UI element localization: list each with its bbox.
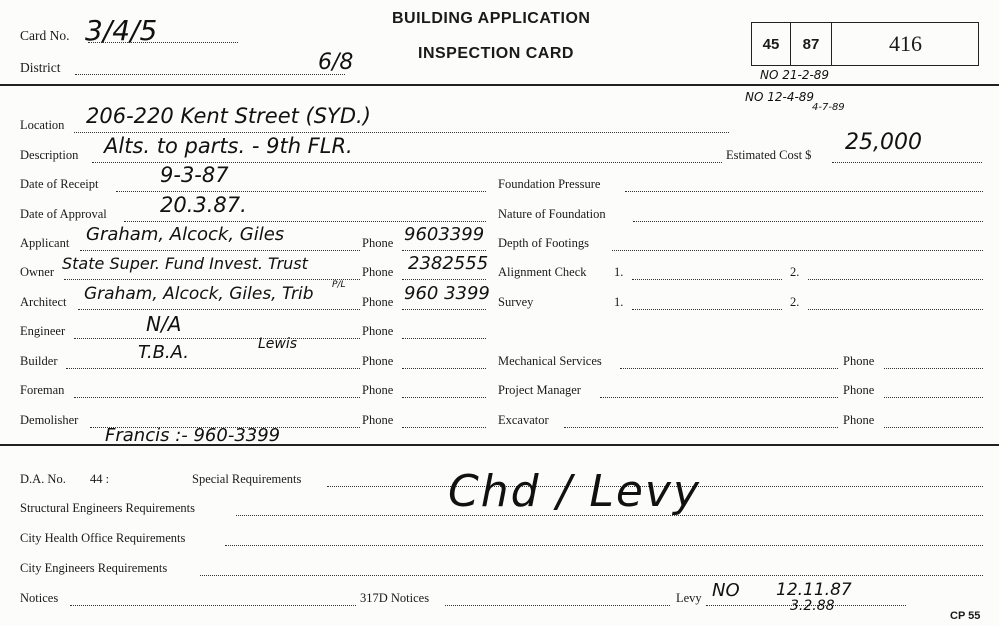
nature-of-foundation-label: Nature of Foundation [498, 207, 606, 221]
header-note-3: 4-7-89 [812, 102, 845, 113]
architect-phone-value: 960 3399 [404, 283, 490, 304]
notices-317d-label: 317D Notices [360, 591, 430, 605]
notices-label: Notices [20, 591, 59, 605]
date-of-approval-label: Date of Approval [20, 207, 107, 221]
structural-requirements-label: Structural Engineers Requirements [20, 501, 195, 515]
description-label: Description [20, 148, 79, 162]
estimated-cost-value: 25,000 [845, 130, 922, 155]
date-of-receipt-label: Date of Receipt [20, 177, 99, 191]
card-no-value: 3/4/5 [85, 14, 158, 47]
box-cell-2: 87 [791, 23, 832, 65]
depth-of-footings-label: Depth of Footings [498, 236, 589, 250]
demolisher-label: Demolisher [20, 413, 79, 427]
district-value: 6/8 [318, 50, 354, 75]
divider-top [0, 84, 999, 86]
applicant-phone-value: 9603399 [404, 224, 485, 245]
box-cell-1: 45 [752, 23, 791, 65]
survey-label: Survey [498, 295, 534, 309]
location-value: 206-220 Kent Street (SYD.) [86, 104, 371, 128]
header-note-1: NO 21-2-89 [760, 68, 830, 82]
engineer-value: N/A [146, 312, 182, 336]
survey-num2: 2. [790, 295, 800, 309]
survey-num1: 1. [614, 295, 624, 309]
estimated-cost-label: Estimated Cost $ [726, 148, 812, 162]
title-line1: BUILDING APPLICATION [392, 10, 591, 27]
date-of-approval-value: 20.3.87. [160, 193, 247, 217]
builder-label: Builder [20, 354, 58, 368]
owner-phone-value: 2382555 [408, 253, 489, 274]
levy-value: NO [712, 580, 740, 601]
applicant-value: Graham, Alcock, Giles [86, 224, 285, 245]
card-number-box [751, 22, 979, 66]
foreman-label: Foreman [20, 383, 65, 397]
location-label: Location [20, 118, 65, 132]
header-note-2: NO 12-4-89 [745, 90, 815, 104]
builder-note: Lewis [258, 336, 298, 352]
signature: Chd / Levy [448, 466, 701, 517]
date-of-receipt-value: 9-3-87 [160, 163, 229, 187]
district-label: District [20, 60, 61, 75]
city-engineers-requirements-label: City Engineers Requirements [20, 561, 168, 575]
form-code: CP 55 [950, 610, 981, 622]
title-line2: INSPECTION CARD [418, 45, 574, 62]
da-no-label: D.A. No. [20, 472, 66, 486]
levy-label: Levy [676, 591, 702, 605]
da-no-value: 44 : [90, 472, 110, 486]
mechanical-services-phone-label: Phone [843, 354, 875, 368]
architect-value: Graham, Alcock, Giles, Trib [84, 284, 314, 304]
box-cell-3: 416 [889, 31, 922, 56]
demolisher-phone-label: Phone [362, 413, 394, 427]
architect-label: Architect [20, 295, 67, 309]
owner-label: Owner [20, 265, 55, 279]
architect-phone-label: Phone [362, 295, 394, 309]
levy-date-1: 12.11.87 [776, 580, 852, 600]
health-requirements-label: City Health Office Requirements [20, 531, 186, 545]
alignment-check-label: Alignment Check [498, 265, 587, 279]
applicant-phone-label: Phone [362, 236, 394, 250]
mechanical-services-label: Mechanical Services [498, 354, 602, 368]
special-requirements-label: Special Requirements [192, 472, 302, 486]
builder-value: T.B.A. [138, 342, 190, 363]
card-no-label: Card No. [20, 28, 70, 43]
alignment-check-num2: 2. [790, 265, 800, 279]
project-manager-phone-label: Phone [843, 383, 875, 397]
contact-note: Francis :- 960-3399 [105, 425, 281, 446]
owner-phone-label: Phone [362, 265, 394, 279]
alignment-check-num1: 1. [614, 265, 624, 279]
applicant-label: Applicant [20, 236, 70, 250]
engineer-phone-label: Phone [362, 324, 394, 338]
foundation-pressure-label: Foundation Pressure [498, 177, 601, 191]
description-value: Alts. to parts. - 9th FLR. [104, 134, 353, 158]
architect-suffix: P/L [332, 280, 346, 290]
excavator-phone-label: Phone [843, 413, 875, 427]
excavator-label: Excavator [498, 413, 549, 427]
owner-value: State Super. Fund Invest. Trust [62, 254, 308, 273]
levy-date-2: 3.2.88 [790, 598, 835, 614]
foreman-phone-label: Phone [362, 383, 394, 397]
engineer-label: Engineer [20, 324, 66, 338]
builder-phone-label: Phone [362, 354, 394, 368]
project-manager-label: Project Manager [498, 383, 581, 397]
